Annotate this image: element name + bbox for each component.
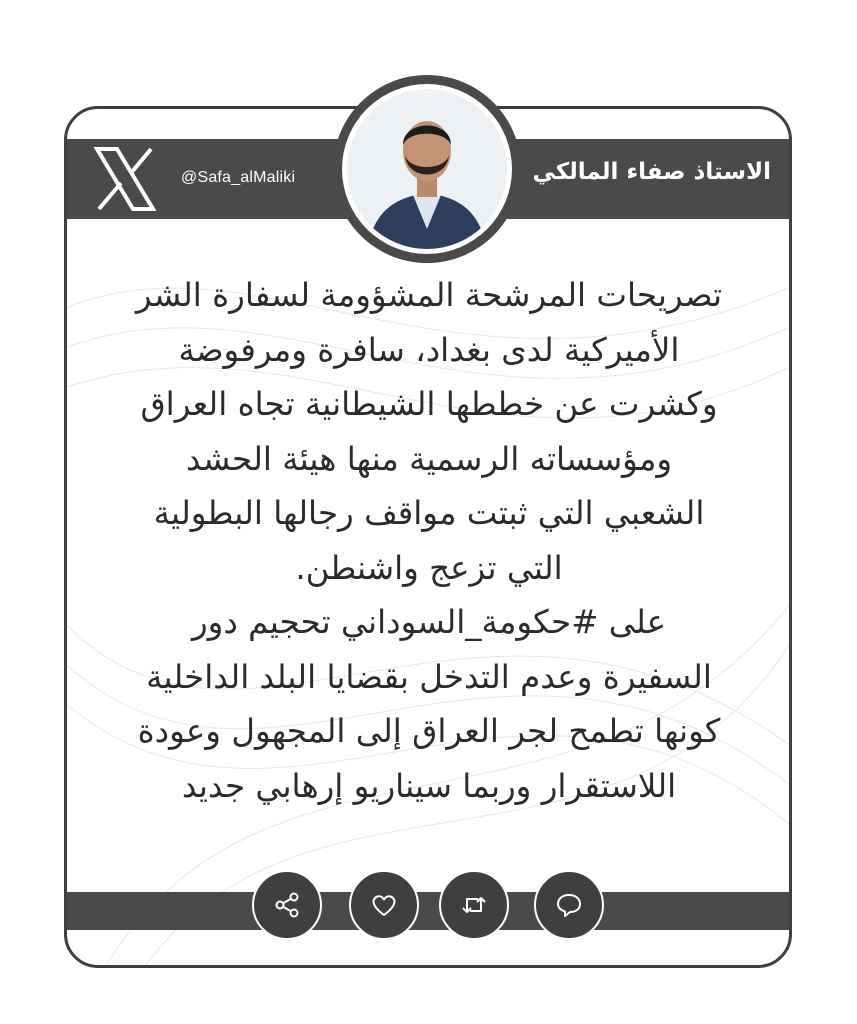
repost-icon: [459, 890, 489, 920]
person-icon: [347, 89, 507, 249]
repost-button[interactable]: [439, 870, 509, 940]
comment-icon: [554, 890, 584, 920]
post-text-line: ومؤسساته الرسمية منها هيئة الحشد: [185, 439, 673, 478]
post-text-line: كونها تطمح لجر العراق إلى المجهول وعودة: [137, 712, 721, 750]
x-logo-icon[interactable]: [91, 145, 159, 213]
post-text: [70, 268, 788, 813]
post-text-line: تصريحات المرشحة المشؤومة لسفارة الشر: [135, 276, 723, 314]
post-text-line: السفيرة وعدم التدخل بقضايا البلد الداخلية: [146, 657, 712, 696]
author-handle[interactable]: @Safa_alMaliki: [181, 169, 296, 186]
author-name[interactable]: الاستاذ صفاء المالكي: [532, 159, 771, 185]
post-text-line: وكشرت عن خططها الشيطانية تجاه العراق: [140, 385, 718, 423]
share-icon: [272, 890, 302, 920]
post-text-line: الشعبي التي ثبتت مواقف رجالها البطولية: [153, 494, 705, 532]
post-text-line: اللاستقرار وربما سيناريو إرهابي جديد: [181, 766, 677, 805]
reply-button[interactable]: [534, 870, 604, 940]
post-text-line: على #حكومة_السوداني تحجيم دور: [191, 603, 667, 641]
heart-icon: [369, 890, 399, 920]
avatar[interactable]: [333, 75, 521, 263]
post-text-line: التي تزعج واشنطن.: [295, 548, 563, 587]
footer-bar: [67, 892, 789, 930]
avatar-photo: [347, 89, 507, 249]
post-text-line: الأميركية لدى بغداد، سافرة ومرفوضة: [178, 330, 680, 369]
share-button[interactable]: [252, 870, 322, 940]
like-button[interactable]: [349, 870, 419, 940]
